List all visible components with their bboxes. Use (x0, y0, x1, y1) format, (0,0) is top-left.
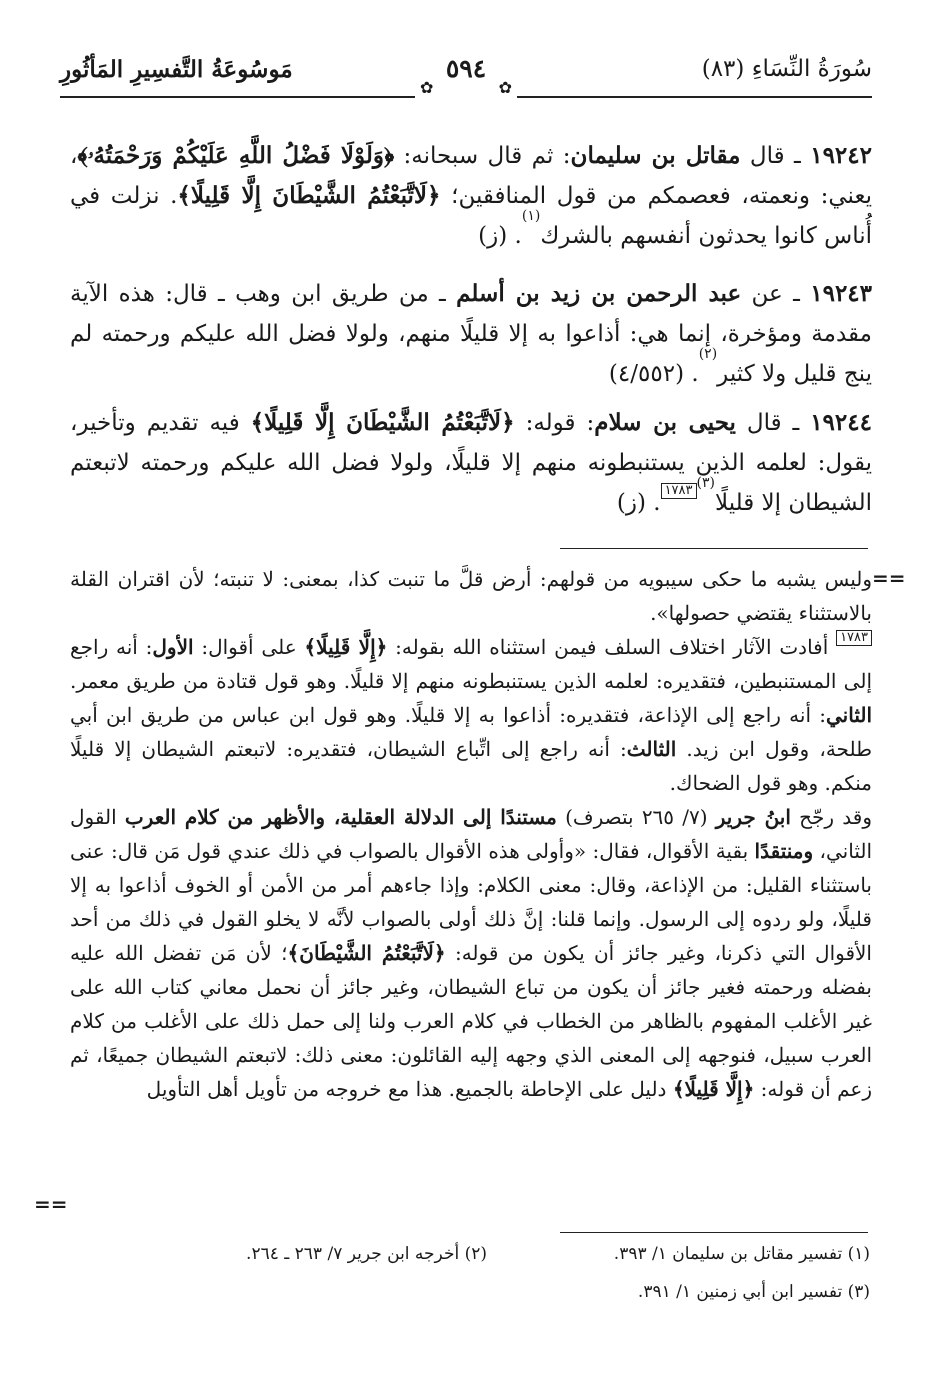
narrator-name: يحيى بن سلام (594, 409, 736, 436)
commentary-para-1 (70, 562, 872, 630)
entry-text: . (ز) (616, 490, 661, 516)
entry-number: ١٩٢٤٣ (810, 280, 873, 307)
entry-text: . (٤/٥٥٢) (608, 361, 699, 387)
commentary-para-2 (70, 630, 872, 800)
narrator-name: عبد الرحمن بن زيد بن أسلم (456, 280, 742, 307)
entry-text: ، يعني: ونعمته، فعصمكم من قول المنافقين؛ (70, 143, 872, 209)
footnote-ref[interactable]: (٣) (696, 475, 715, 491)
athar-entry-19242 (70, 136, 872, 256)
entry-text: ـ قال (735, 410, 811, 436)
footnote-2: (٢) أخرجه ابن جرير ٧/ ٢٦٣ ـ ٢٦٤. (246, 1244, 487, 1264)
commentary-text: : أنه راجع إلى اتِّباع الشيطان، فتقديره: لاتبعتم الشيطان إلا قليلًا منكم. وهو قول الضحاك. (70, 737, 872, 795)
commentary-separator (560, 548, 868, 549)
commentary-text: على أقوال: (193, 635, 305, 659)
entry-text: ـ من طريق ابن وهب ـ قال: هذه الآية مقدمة ومؤخرة، إنما هي: أذاعوا به إلا قليلًا منهم، ولولا فضل الله عليكم ورحمته لم ينج قليل ولا كثير (70, 281, 872, 387)
scholar-name: ابنُ جرير (715, 805, 791, 829)
continuation-mark: == (872, 566, 906, 590)
commentary-text: : أنه راجع إلى المستنبطين، فتقديره: لعلمه الذين يستنبطونه منهم إلا قليلًا. وهو قول قتادة من طريق معمر. (70, 635, 872, 693)
commentary-emphasis: ومنتقدًا (754, 839, 814, 863)
ornament-icon: ✿ (420, 78, 434, 97)
footnote-ref[interactable]: (٢) (698, 346, 718, 362)
page-header (60, 52, 872, 100)
opinion-label-third: الثالث (626, 737, 677, 761)
entry-text: : قوله: (514, 410, 595, 436)
footnotes-separator (560, 1232, 868, 1233)
continuation-mark-end: == (34, 1192, 68, 1216)
quran-quote: ﴿لَاتَّبَعْتُمُ الشَّيْطَانَ﴾ (287, 941, 446, 965)
footnote-1: (١) تفسير مقاتل بن سليمان ١/ ٣٩٣. (613, 1244, 870, 1264)
entry-text: . (ز) (478, 223, 522, 249)
commentary-number-box: ١٧٨٣ (836, 630, 872, 646)
commentary-text: بقية الأقوال، فقال: «وأولى هذه الأقوال بالصواب في ذلك عندي قول مَن قال: عنى باستثناء القليل: من الإذاعة، وقال: معنى الكلام: وإذا جاءهم أمر من الأمن أو الخوف أذاعوا به إلا قليلًا، ولو ردوه إلى الرسول. وإنما قلنا: إنَّ ذلك أولى بالصواب لأنَّه لا يخلو القول في ذلك من أحد الأقوال التي ذكرنا، وغير جائز أن يكون من قوله: (70, 839, 872, 965)
entry-text: فيه تقديم وتأخير، يقول: لعلمه الذين يستنبطونه منهم إلا قليلًا، ولولا فضل الله عليكم ورحمته لاتبعتم الشيطان إلا قليلًا (70, 410, 872, 516)
commentary-emphasis: مستندًا إلى الدلالة العقلية، والأظهر من كلام العرب (124, 805, 557, 829)
narrator-name: مقاتل بن سليمان (570, 142, 741, 169)
commentary-para-3 (70, 800, 872, 1106)
header-rule-right (517, 96, 872, 98)
quran-quote: ﴿وَلَوْلَا فَضْلُ اللَّهِ عَلَيْكُمْ وَرَحْمَتُهُۥ﴾ (77, 142, 395, 169)
entry-text: ـ عن (741, 281, 811, 307)
quran-quote: ﴿إِلَّا قَلِيلًا﴾ (304, 635, 388, 659)
commentary-text: دليل على الإحاطة بالجميع. هذا مع خروجه من تأويل أهل التأويل (146, 1077, 673, 1101)
page-number: ٥٩٤ (445, 54, 487, 83)
commentary-text: أفادت الآثار اختلاف السلف فيمن استثناه الله بقوله: (387, 635, 837, 659)
ornament-icon: ✿ (498, 78, 512, 97)
commentary-text: وقد رجّح (790, 805, 872, 829)
entry-number: ١٩٢٤٤ (810, 409, 872, 436)
entry-number: ١٩٢٤٢ (810, 142, 872, 169)
commentary-block (70, 562, 872, 1106)
header-rule-left (60, 96, 415, 98)
commentary-text: وليس يشبه ما حكى سيبويه من قولهم: أرض قلَّ ما تنبت كذا، بمعنى: لا تنبته؛ لأن اقتران القلة بالاستثناء يقتضي حصولها». (70, 567, 872, 625)
quran-quote: ﴿لَاتَّبَعْتُمُ الشَّيْطَانَ إِلَّا قَلِيلًا﴾ (177, 182, 441, 209)
athar-entry-19244 (70, 403, 872, 523)
commentary-text: ؛ لأن مَن تفضل الله عليه بفضله ورحمته فغير جائز أن يكون من تباع الشيطان، وغير جائز أن نحمل معاني كتاب الله على غير الأغلب المفهوم بالظاهر من الخطاب في كلام العرب ولنا إلى حمل ذلك على الأغلب من كلام العرب سبيل، فنوجهه إلى المعنى الذي وجهه إليه القائلون: معنى ذلك: لاتبعتم الشيطان جميعًا، ثم زعم أن قوله: (70, 941, 872, 1101)
opinion-label-first: الأول (152, 635, 194, 659)
commentary-ref-box[interactable]: ١٧٨٣ (661, 483, 697, 499)
entry-text: : ثم قال سبحانه: (394, 143, 571, 169)
footnote-ref[interactable]: (١) (521, 208, 541, 224)
entry-text: ـ قال (740, 143, 811, 169)
quran-quote: ﴿لَاتَّبَعْتُمُ الشَّيْطَانَ إِلَّا قَلِيلًا﴾ (250, 409, 515, 436)
entry-text: . نزلت في أُناس كانوا يحدثون أنفسهم بالشرك (70, 183, 872, 249)
commentary-text: (٧/ ٢٦٥ بتصرف) (556, 805, 716, 829)
commentary-text: القول الثاني، (70, 805, 873, 863)
quran-quote: ﴿إِلَّا قَلِيلًا﴾ (672, 1077, 755, 1101)
opinion-label-second: الثاني (825, 703, 872, 727)
surah-title: سُورَةُ النِّسَاءِ (٨٣) (701, 56, 872, 82)
commentary-text: : أنه راجع إلى الإذاعة، فتقديره: أذاعوا به إلا قليلًا. وهو قول ابن عباس من طريق ابن أبي طلحة، وقول ابن زيد. (70, 703, 872, 761)
book-title: مَوسُوعَةُ التَّفسِيرِ المَأثُورِ (60, 56, 293, 83)
athar-entry-19243 (70, 274, 872, 394)
footnote-3: (٣) تفسير ابن أبي زمنين ١/ ٣٩١. (637, 1282, 870, 1302)
